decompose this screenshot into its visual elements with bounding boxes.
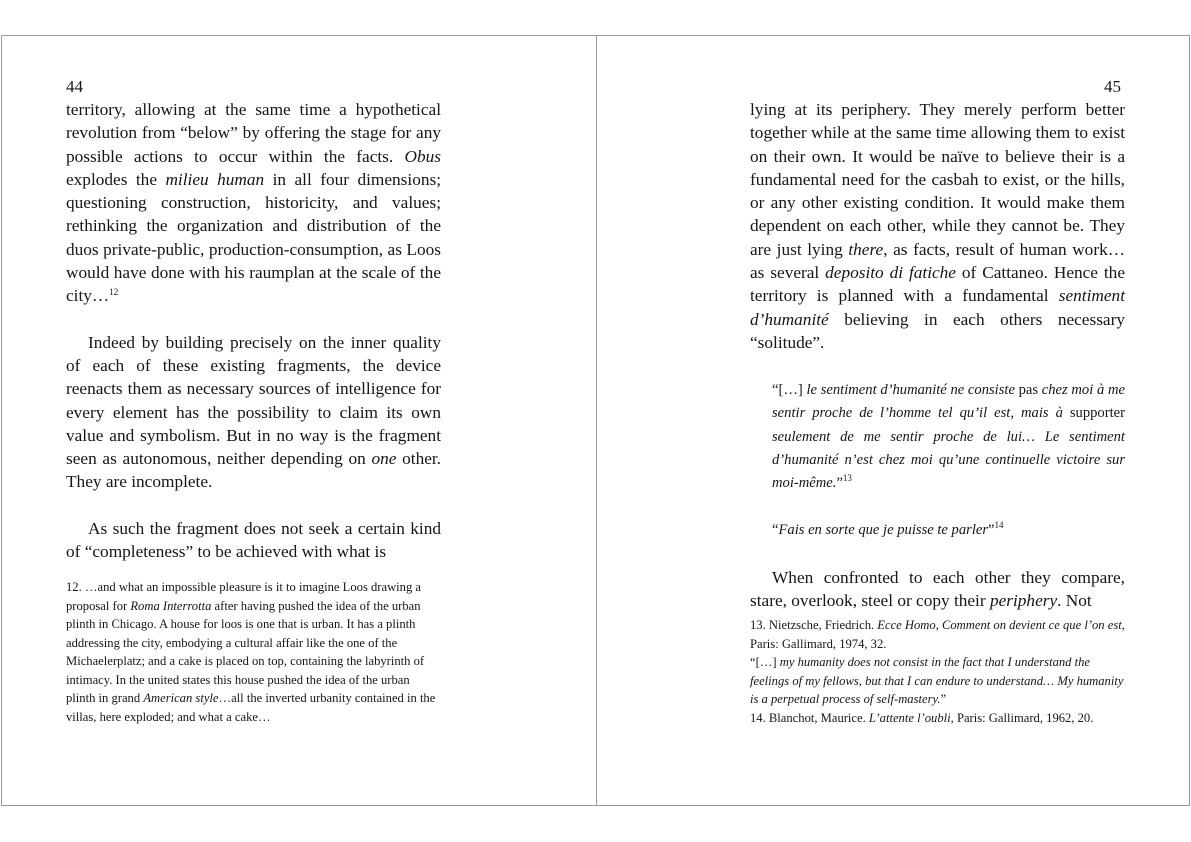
footnote-13-translation	[750, 653, 1125, 709]
text-run: 12. …and what an impossible pleasure is it to imagine Loos drawing a proposal for	[66, 580, 422, 613]
block-quote-14	[772, 519, 1125, 542]
text-run: “[…]	[772, 382, 807, 398]
italic-run: one	[371, 449, 397, 469]
italic-run: seulement de me sentir proche de lui… Le sentiment d’humanité n’est chez moi qu’une continuelle victoire sur moi-même.	[772, 428, 1125, 492]
italic-run: milieu human	[165, 169, 265, 189]
italic-run: sentiment d’humanité	[750, 286, 1125, 329]
left-body-text	[66, 98, 441, 563]
quote-text	[772, 519, 1125, 542]
text-run: ”	[836, 475, 843, 492]
paragraph	[66, 517, 441, 564]
text-run: …all the inverted urbanity contained in the villas, here exploded; and what a cake…	[66, 691, 436, 724]
text-run: 13. Nietzsche, Friedrich.	[750, 618, 878, 632]
page-number-right: 45	[1104, 77, 1121, 96]
text-run: in all four dimensions; questioning construction, historicity, and values; rethinking the organization and distribution of the duos private-public, production-consumption, as Loos would have done with his raumplan at the scale of the city…	[66, 169, 441, 306]
page-fold	[596, 35, 597, 806]
text-run: of Cattaneo. Hence the territory is planned with a fundamental	[750, 263, 1125, 306]
text-run: pas	[1014, 382, 1042, 398]
footnote-marker: 14	[994, 520, 1004, 530]
text-run: believing in each others necessary “solitude”.	[750, 309, 1125, 352]
italic-run: Roma Interrotta	[130, 598, 212, 613]
block-quote-13	[772, 379, 1125, 495]
text-run: lying at its periphery. They merely perform better together while at the same time allowing them to exist on their own. It would be naïve to believe their is a fundamental need for the casbah to exist, or the hills, or any other existing condition. It would make them dependent on each other, while they cannot be. They are just lying	[750, 100, 1125, 259]
text-run: supporter	[1062, 405, 1125, 422]
text-run: ”	[940, 692, 947, 706]
italic-run: le sentiment d’humanité ne consiste	[806, 382, 1015, 398]
paragraph	[66, 331, 441, 494]
text-run: Indeed by building precisely on the inner quality of each of these existing fragments, the device reenacts them as necessary sources of intelligence for every element has the possibility to claim its own value and symbolism. But in no way is the fragment seen as autonomous, neither depending on	[66, 332, 441, 469]
page-number-left: 44	[66, 77, 83, 96]
footnote-14	[750, 709, 1125, 728]
text-run: other. They are incomplete.	[66, 449, 441, 492]
italic-run: American style	[143, 691, 219, 705]
right-body-text	[750, 98, 1125, 354]
italic-run: L’attente l’oubli	[868, 710, 951, 725]
right-closing-text	[750, 566, 1125, 613]
footnote-marker: 13	[842, 473, 852, 484]
footnote-marker: 12	[109, 287, 119, 298]
text-run: As such the fragment does not seek a certain kind of “completeness” to be achieved with what is	[66, 518, 441, 562]
footnote-13	[750, 616, 1125, 653]
footnote-12	[66, 578, 441, 726]
italic-run: deposito di fatiche	[825, 263, 956, 283]
text-run: When confronted to each other they compare, stare, overlook, steel or copy their	[750, 568, 1125, 611]
text-run: . Not	[1057, 591, 1092, 611]
italic-run: Fais en sorte que je puisse te parler	[778, 522, 989, 538]
text-run: “[…]	[750, 655, 780, 669]
italic-run: my humanity does not consist in the fact that I understand the feelings of my fellows, but that I can endure to understand… My humanity is a perpetual process of self-mastery.	[750, 655, 1124, 706]
text-run: “	[772, 522, 779, 538]
text-run: ”	[988, 522, 995, 538]
italic-run: Obus	[404, 146, 441, 166]
text-run: territory, allowing at the same time a hypothetical revolution from “below” by offering the stage for any possible actions to occur within the facts.	[66, 100, 441, 166]
text-run: 14. Blanchot, Maurice.	[750, 710, 869, 725]
left-footnotes	[66, 578, 441, 726]
italic-run: there	[848, 239, 884, 259]
text-run: , Paris: Gallimard, 1974, 32.	[750, 618, 1125, 651]
paragraph	[750, 566, 1125, 613]
text-run: after having pushed the idea of the urban plinth in Chicago. A house for loos is one that is urban. It has a plinth addressing the city, embodying a cultural affair like the one of the Michaelerplatz; and a cake is placed on top, containing the labyrinth of intimacy. In the united states this house pushed the idea of the urban plinth in grand	[66, 598, 425, 705]
italic-run: Ecce Homo, Comment on devient ce que l’on est	[877, 618, 1122, 632]
paragraph	[66, 98, 441, 308]
text-run: , as facts, result of human work…as several	[750, 239, 1125, 283]
text-run: explodes the	[66, 169, 166, 189]
paragraph	[750, 98, 1125, 354]
right-footnotes	[750, 616, 1125, 727]
quote-text	[772, 379, 1125, 495]
italic-run: periphery	[989, 591, 1058, 611]
text-run: , Paris: Gallimard, 1962, 20.	[950, 710, 1094, 725]
italic-run: chez moi à me sentir proche de l’homme tel qu’il est, mais à	[772, 382, 1125, 422]
